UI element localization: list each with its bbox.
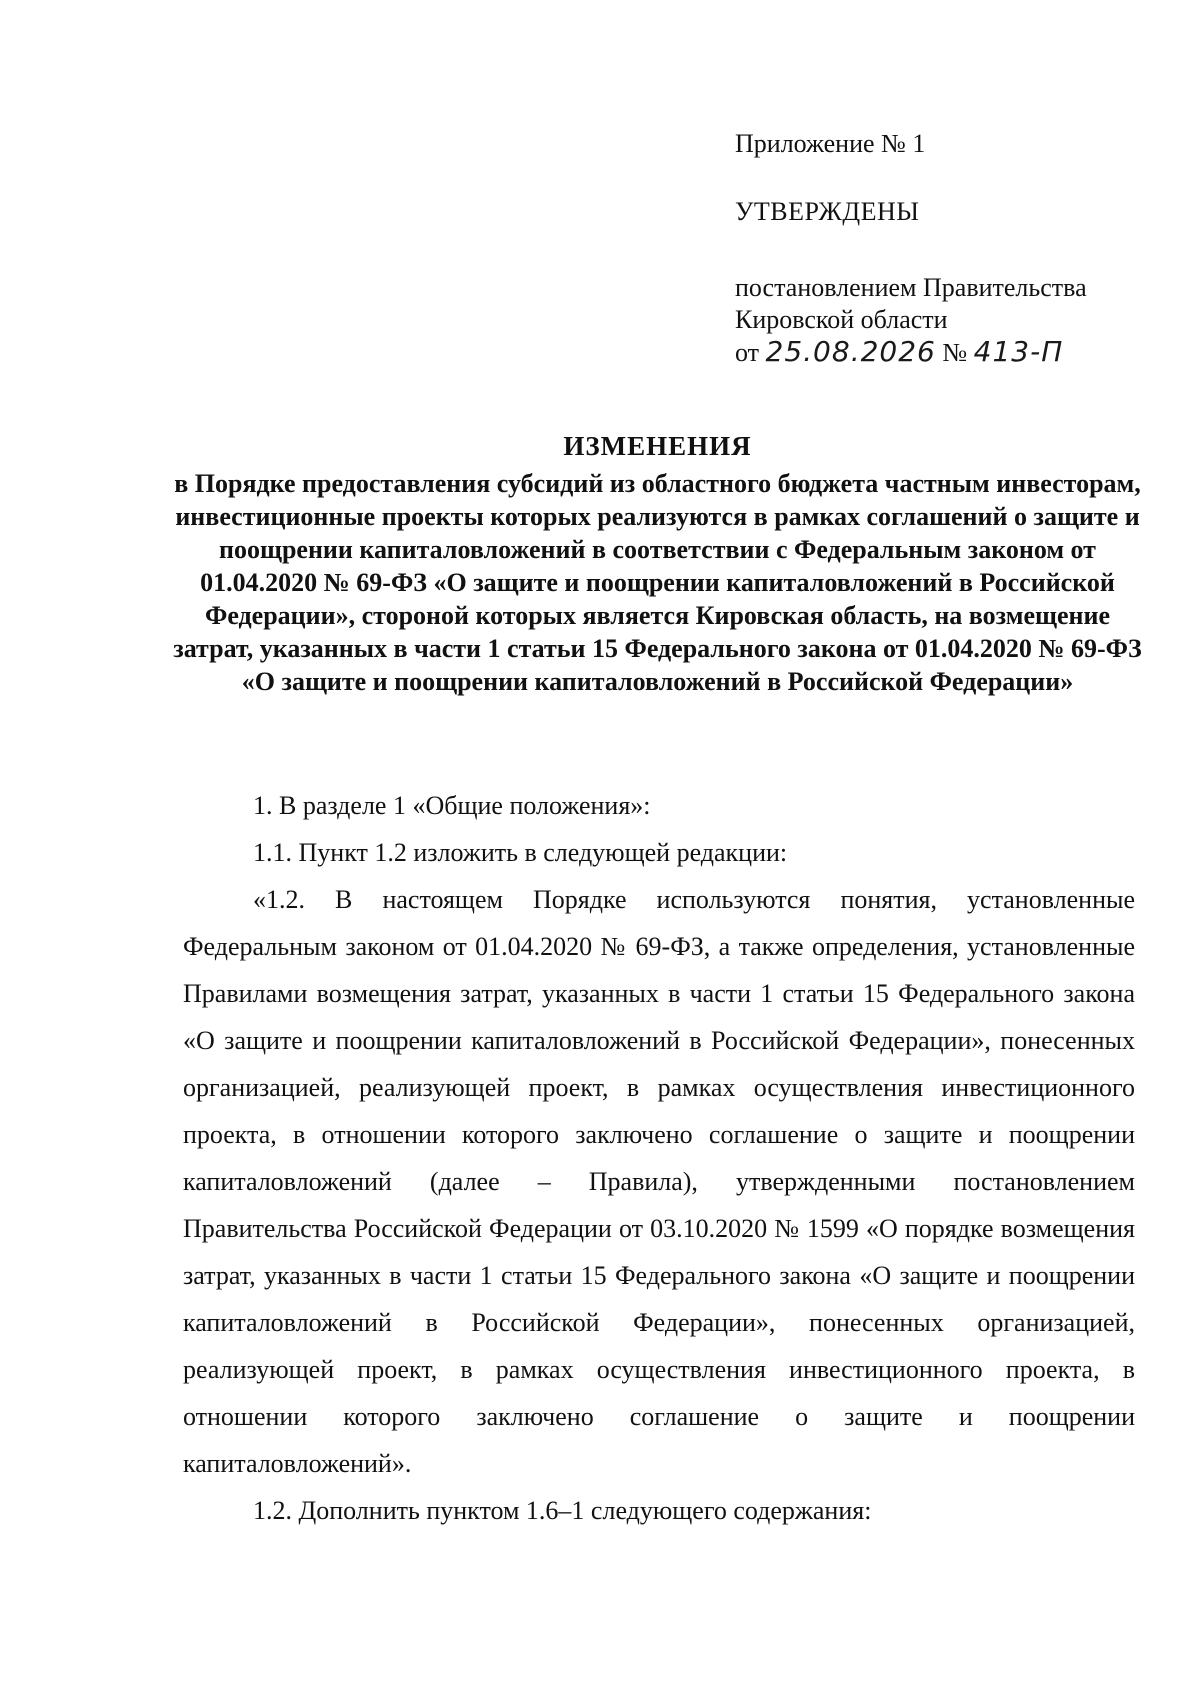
paragraph-section-1: 1. В разделе 1 «Общие положения»: — [253, 791, 651, 820]
decree-date-number — [735, 336, 1135, 369]
paragraph-item-1-2-text: «1.2. В настоящем Порядке используются понятия, установленные Федеральным законом от 01.04.2020 № 69-ФЗ, а также определения, установленные Правилами возмещения затрат, указанных в части 1 статьи 15 Федерального закона «О защите и поощрении капиталовложений в Российской Федерации», понесенных организацией, реализующей проект, в рамках осуществления инвестиционного проекта, в отношении которого заключено соглашение о защите и поощрении капиталовложений (далее – Правила), утвержденными постановлением Правительства Российской Федерации от 03.10.2020 № 1599 «О порядке возмещения затрат, указанных в части 1 статьи 15 Федерального закона «О защите и поощрении капиталовложений в Российской Федерации», понесенных организацией, реализующей проект, в рамках осуществления инвестиционного проекта, в отношении которого заключено соглашение о защите и поощрении капиталовложений». — [183, 885, 1135, 1478]
document-body — [183, 782, 1135, 1534]
decree-line-1: постановлением Правительства — [735, 273, 1087, 302]
approval-block — [735, 128, 1135, 369]
appendix-label: Приложение № 1 — [735, 129, 926, 158]
decree-reference — [735, 272, 1135, 369]
paragraph-item-1-2-add: 1.2. Дополнить пунктом 1.6–1 следующего содержания: — [253, 1496, 872, 1525]
approved-label: УТВЕРЖДЕНЫ — [735, 197, 920, 226]
document-subtitle: в Порядке предоставления субсидий из областного бюджета частным инвесторам, инвестиционные проекты которых реализуются в рамках соглашений о защите и поощрении капиталовложений в соответствии с Федеральным законом от 01.04.2020 № 69-ФЗ «О защите и поощрении капиталовложений в Российской Федерации», стороной которых является Кировская область, на возмещение затрат, указанных в части 1 статьи 15 Федерального закона от 01.04.2020 № 69-ФЗ «О защите и поощрении капиталовложений в Российской Федерации» — [173, 469, 1142, 696]
decree-line-2: Кировской области — [735, 305, 948, 334]
date-prefix: от — [735, 338, 760, 367]
title-block — [170, 430, 1145, 698]
handwritten-number: 413-П — [973, 335, 1064, 368]
paragraph-item-1-1: 1.1. Пункт 1.2 изложить в следующей редакции: — [253, 838, 788, 867]
number-sign: № — [942, 338, 968, 367]
handwritten-date: 25.08.2026 — [765, 335, 936, 368]
document-title: ИЗМЕНЕНИЯ — [563, 431, 752, 461]
